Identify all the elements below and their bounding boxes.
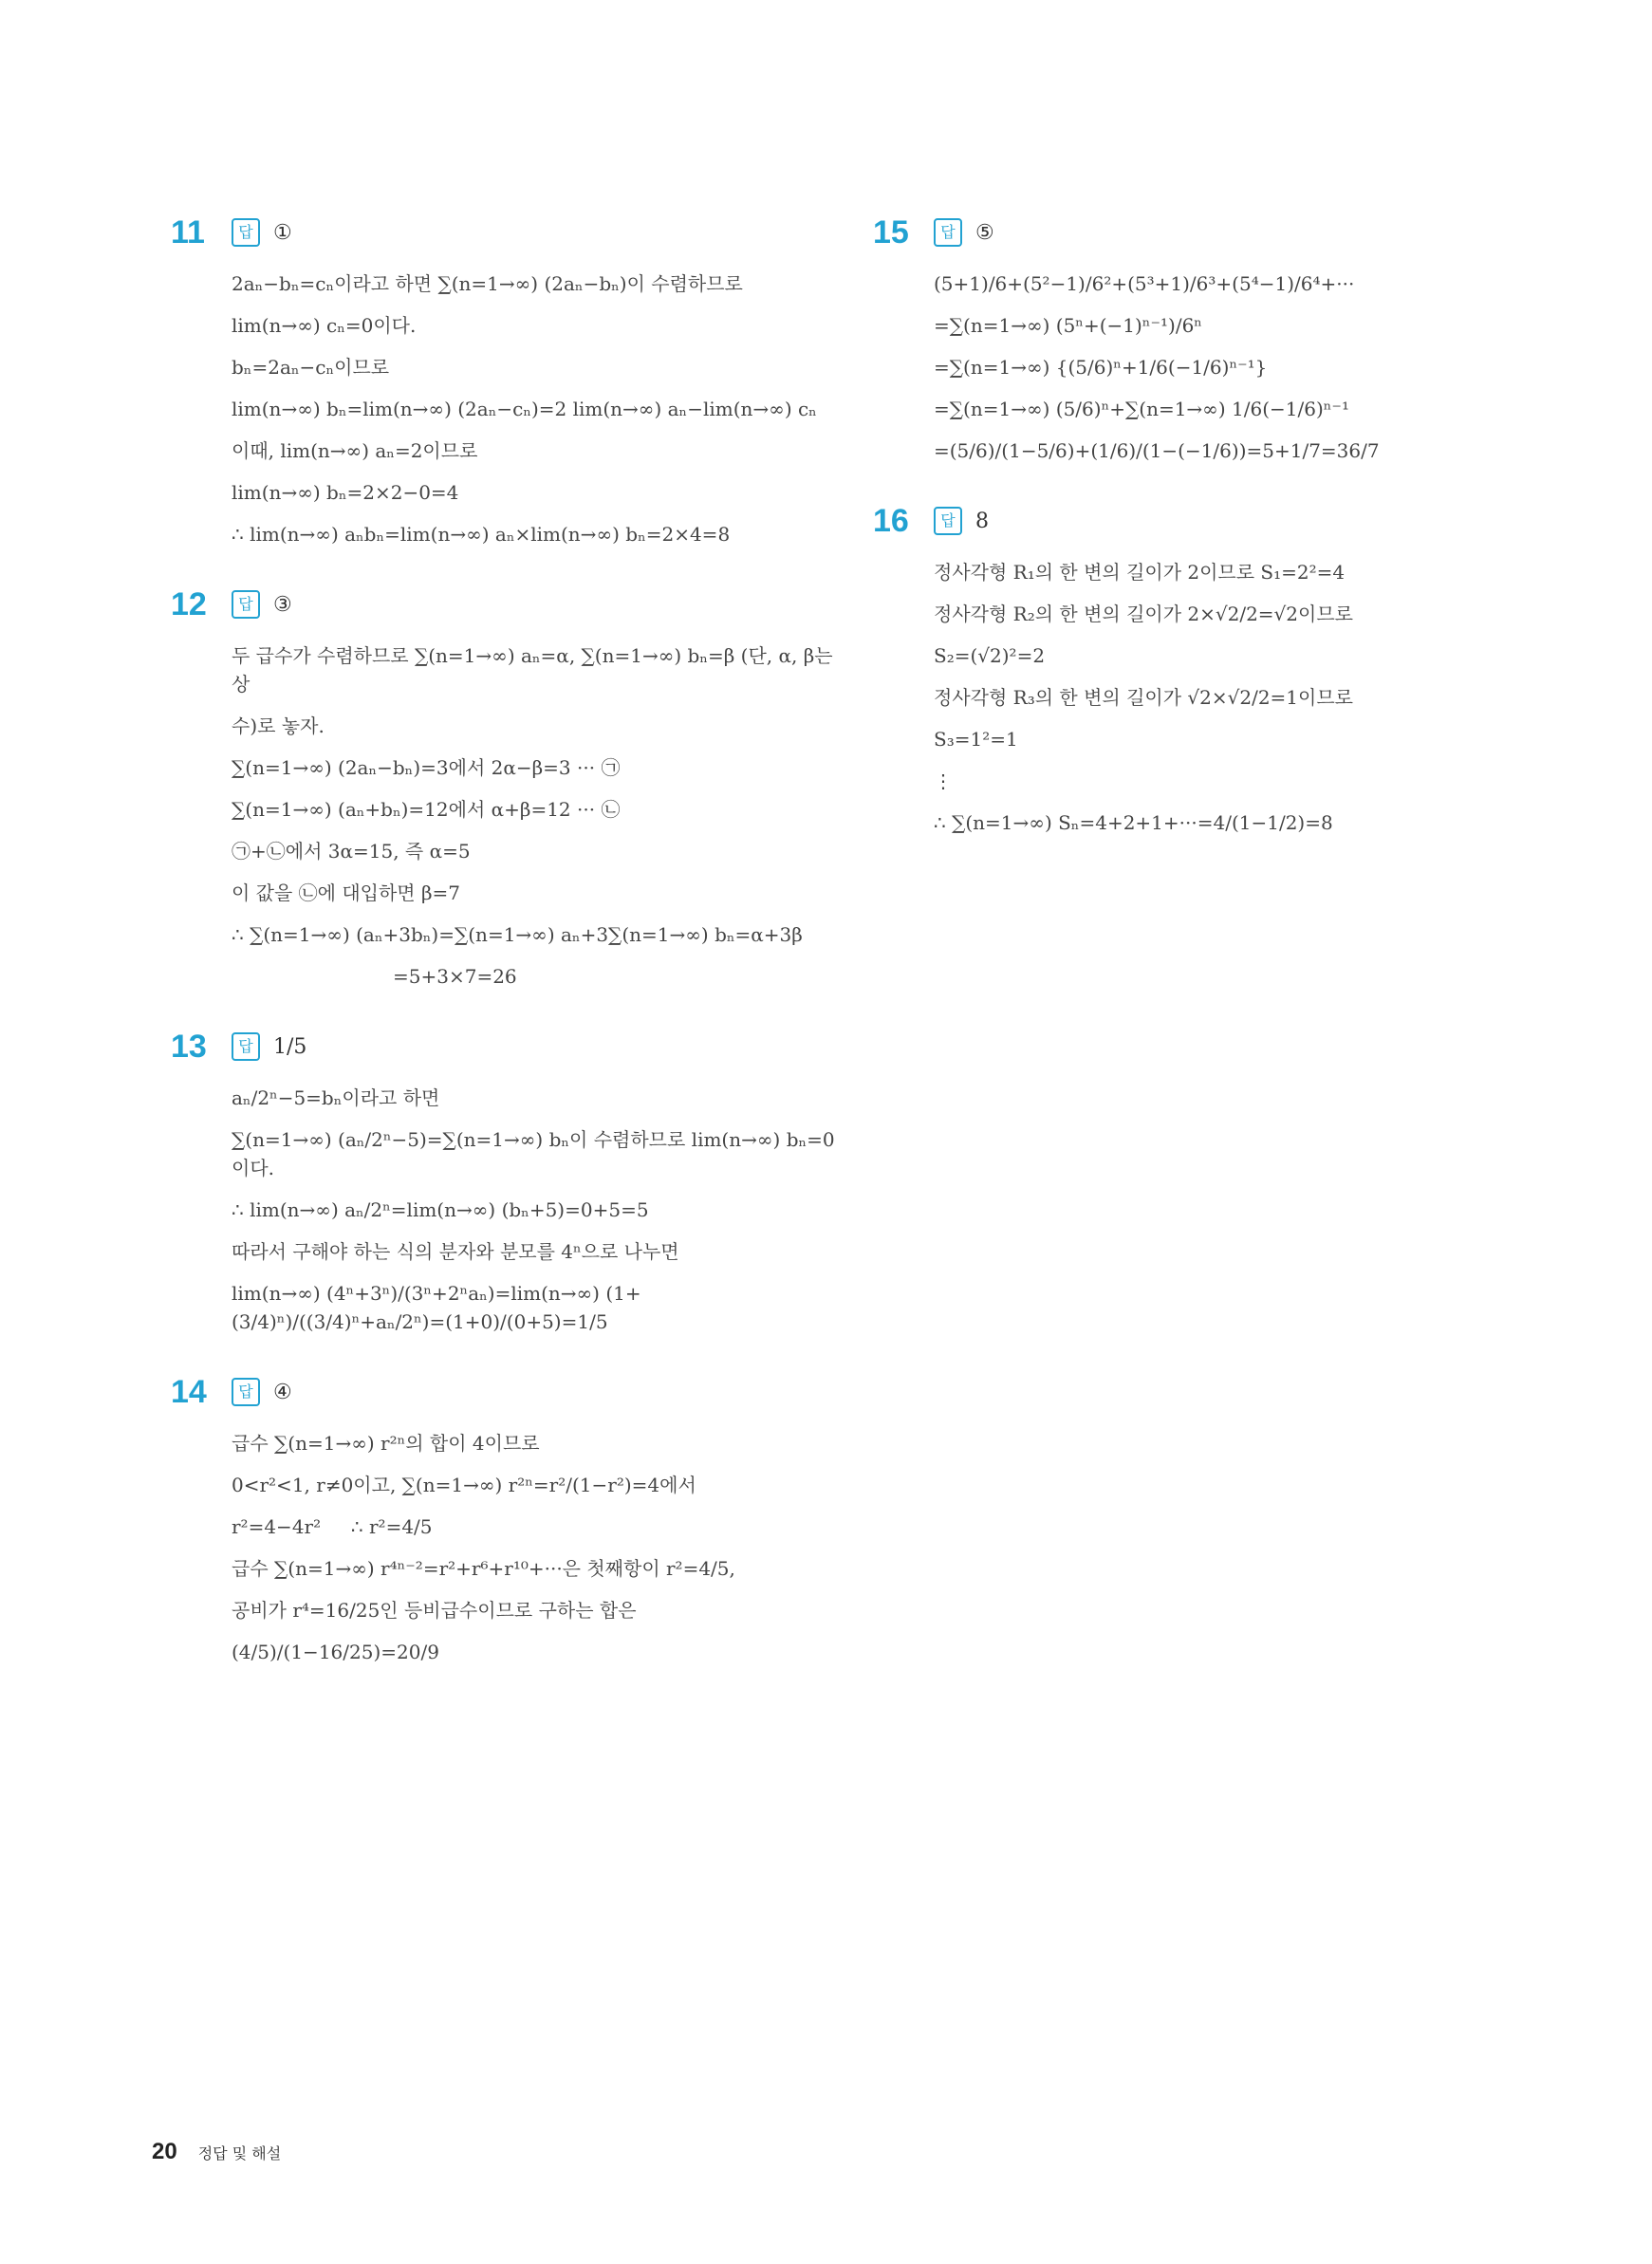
solution-line: lim(n→∞) bₙ=2×2−0=4	[232, 481, 459, 504]
solution-lines	[171, 269, 835, 548]
solution-line: 급수 ∑(n=1→∞) r²ⁿ의 합이 4이므로	[232, 1432, 540, 1455]
answer-badge: 답	[232, 218, 260, 247]
solution-line: ∑(n=1→∞) (aₙ/2ⁿ−5)=∑(n=1→∞) bₙ이 수렴하므로 lim(n→∞) bₙ=0이다.	[232, 1128, 835, 1179]
answer-value: 8	[975, 509, 989, 533]
problem-16	[873, 497, 1480, 837]
problem-header	[171, 209, 835, 256]
problem-number: 12	[171, 585, 207, 622]
answer-badge: 답	[232, 1378, 260, 1406]
solution-line: ∴ ∑(n=1→∞) Sₙ=4+2+1+···=4/(1−1/2)=8	[934, 811, 1333, 834]
solution-line: ∴ lim(n→∞) aₙ/2ⁿ=lim(n→∞) (bₙ+5)=0+5=5	[232, 1198, 649, 1221]
solution-line: ㉠+㉡에서 3α=15, 즉 α=5	[232, 840, 471, 863]
problem-number: 13	[171, 1028, 207, 1065]
problem-number: 16	[873, 502, 909, 539]
solution-line: S₃=1²=1	[934, 728, 1018, 751]
solution-line: 2aₙ−bₙ=cₙ이라고 하면 ∑(n=1→∞) (2aₙ−bₙ)이 수렴하므로	[232, 272, 743, 295]
solution-line: ∴ ∑(n=1→∞) (aₙ+3bₙ)=∑(n=1→∞) aₙ+3∑(n=1→∞) bₙ=α+3β	[232, 923, 803, 946]
solution-line: S₂=(√2)²=2	[934, 644, 1046, 667]
problem-number: 11	[171, 213, 205, 251]
solution-line: 정사각형 R₁의 한 변의 길이가 2이므로 S₁=2²=4	[934, 561, 1346, 584]
solution-line: 정사각형 R₃의 한 변의 길이가 √2×√2/2=1이므로	[934, 686, 1353, 709]
problem-number: 14	[171, 1373, 207, 1410]
solution-line: =∑(n=1→∞) (5/6)ⁿ+∑(n=1→∞) 1/6(−1/6)ⁿ⁻¹	[934, 398, 1349, 420]
answer-value: 1/5	[273, 1034, 307, 1059]
solution-line: 공비가 r⁴=16/25인 등비급수이므로 구하는 합은	[232, 1599, 637, 1622]
solution-line: ∑(n=1→∞) (aₙ+bₙ)=12에서 α+β=12 ··· ㉡	[232, 798, 621, 821]
solution-line: 따라서 구해야 하는 식의 분자와 분모를 4ⁿ으로 나누면	[232, 1240, 679, 1263]
solution-line: 수)로 놓자.	[232, 714, 325, 737]
problem-number: 15	[873, 213, 909, 251]
problem-14	[171, 1368, 835, 1666]
solution-line: ∴ lim(n→∞) aₙbₙ=lim(n→∞) aₙ×lim(n→∞) bₙ=2×4=8	[232, 523, 731, 546]
solution-lines	[873, 269, 1480, 465]
page-footer	[152, 2139, 281, 2165]
solution-line: 0<r²<1, r≠0이고, ∑(n=1→∞) r²ⁿ=r²/(1−r²)=4에서	[232, 1474, 696, 1496]
solution-line: lim(n→∞) (4ⁿ+3ⁿ)/(3ⁿ+2ⁿaₙ)=lim(n→∞) (1+(3/4)ⁿ)/((3/4)ⁿ+aₙ/2ⁿ)=(1+0)/(0+5)=1/5	[232, 1282, 641, 1333]
problem-header	[873, 209, 1480, 256]
solution-lines	[171, 1429, 835, 1666]
answer-value: ⑤	[975, 220, 994, 245]
solution-line: =(5/6)/(1−5/6)+(1/6)/(1−(−1/6))=5+1/7=36/7	[934, 439, 1380, 462]
solution-line: r²=4−4r² ∴ r²=4/5	[232, 1515, 433, 1538]
solution-line: ∑(n=1→∞) (2aₙ−bₙ)=3에서 2α−β=3 ··· ㉠	[232, 756, 621, 779]
answer-value: ③	[273, 592, 292, 617]
solution-line: aₙ/2ⁿ−5=bₙ이라고 하면	[232, 1086, 440, 1109]
solution-line: 이때, lim(n→∞) aₙ=2이므로	[232, 439, 478, 462]
solution-line: =∑(n=1→∞) (5ⁿ+(−1)ⁿ⁻¹)/6ⁿ	[934, 314, 1202, 337]
problem-11	[171, 209, 835, 548]
solution-line: lim(n→∞) bₙ=lim(n→∞) (2aₙ−cₙ)=2 lim(n→∞) aₙ−lim(n→∞) cₙ	[232, 398, 817, 420]
solution-line: bₙ=2aₙ−cₙ이므로	[232, 356, 390, 379]
answer-badge: 답	[934, 507, 962, 535]
problem-header	[171, 581, 835, 628]
solution-line: =∑(n=1→∞) {(5/6)ⁿ+1/6(−1/6)ⁿ⁻¹}	[934, 356, 1268, 379]
solution-line: (4/5)/(1−16/25)=20/9	[232, 1641, 439, 1663]
solution-line: lim(n→∞) cₙ=0이다.	[232, 314, 417, 337]
solution-lines	[171, 1084, 835, 1336]
solution-line: =5+3×7=26	[393, 965, 517, 988]
problem-header	[171, 1023, 835, 1070]
right-column	[873, 209, 1480, 869]
solution-line: 급수 ∑(n=1→∞) r⁴ⁿ⁻²=r²+r⁶+r¹⁰+···은 첫째항이 r²=4/5,	[232, 1557, 735, 1580]
solution-line: 이 값을 ㉡에 대입하면 β=7	[232, 881, 461, 904]
problem-12	[171, 581, 839, 991]
footer-title: 정답 및 해설	[197, 2144, 282, 2162]
problem-header	[873, 497, 1480, 545]
left-column	[171, 209, 839, 1698]
solution-line: (5+1)/6+(5²−1)/6²+(5³+1)/6³+(5⁴−1)/6⁴+···	[934, 272, 1355, 295]
page-number: 20	[152, 2139, 177, 2164]
answer-badge: 답	[232, 1032, 260, 1061]
answer-value: ④	[273, 1380, 292, 1404]
problem-header	[171, 1368, 835, 1416]
solution-lines	[873, 558, 1480, 837]
solution-line: 정사각형 R₂의 한 변의 길이가 2×√2/2=√2이므로	[934, 603, 1353, 625]
answer-badge: 답	[232, 590, 260, 619]
solution-lines	[171, 641, 839, 991]
solution-line: ⋮	[934, 770, 953, 792]
answer-value: ①	[273, 220, 292, 245]
problem-15	[873, 209, 1480, 465]
answer-badge: 답	[934, 218, 962, 247]
problem-13	[171, 1023, 835, 1336]
solution-line: 두 급수가 수렴하므로 ∑(n=1→∞) aₙ=α, ∑(n=1→∞) bₙ=β (단, α, β는 상	[232, 644, 839, 696]
